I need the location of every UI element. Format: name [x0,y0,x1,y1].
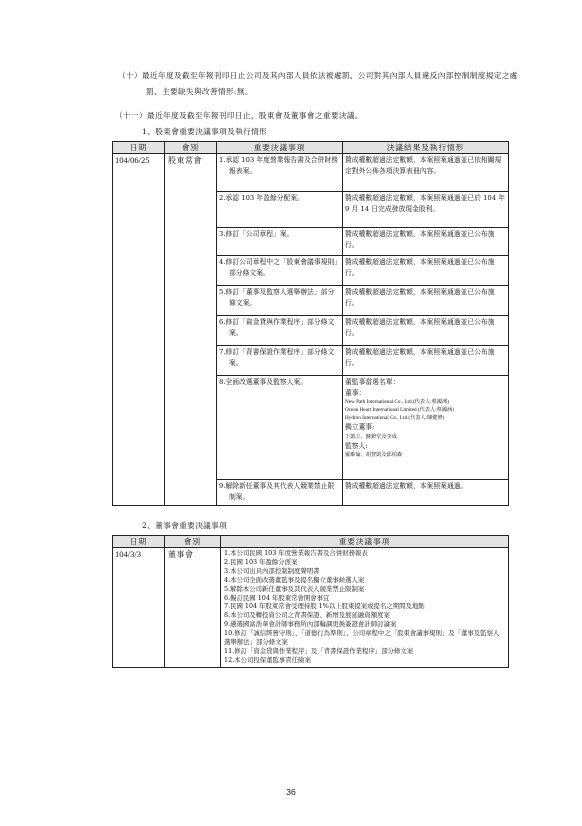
shareholders-resolutions-table [112,141,509,506]
header-resolution: 重要決議事項 [221,536,509,548]
resolution-item: 1.承認 103 年度營業報告書及合併財務報表案。 [217,154,343,192]
independent-directors-label: 獨立董事: [345,423,375,431]
election-result [343,376,509,480]
resolution-item: 5.修訂「董事及監察人選舉辦法」部分條文案。 [217,286,343,316]
list-item: 9.遴選國富浩華會計師事務所內部輪調更換簽證會計師討論案 [224,620,397,629]
section-ten [118,68,523,100]
resolution-item: 4.修訂公司章程中之「股東會議事規則」部分條文案。 [217,256,343,286]
page-number: 36 [286,787,296,797]
list-item: 4.本公司全面改選董監事及提名獨立董事候選人案 [224,575,365,584]
resolution-result: 贊成權數超過法定數額，本案照案通過。 [343,480,509,506]
list-item: 12.本公司投保董監事責任險案 [224,655,311,664]
list-item: 7.民國 104 年股東常會受理持股 1%以上股東提案或提名之期間及地點 [224,602,425,611]
resolution-result: 贊成權數超過法定數額，本案照案通過並已公布施行。 [343,316,509,346]
section-eleven [115,108,520,124]
list-item: 1.本公司民國 103 年度營業報告書及合併財務報表 [224,549,368,557]
list-item: 8.本公司及轉投資公司之背書保證、新增及展延融資額度案 [224,611,390,620]
subheading-shareholders: 1、股東會重要決議事項及執行情形 [142,127,268,136]
resolution-result: 贊成權數超過法定數額，本案照案通過並已公布施行。 [343,286,509,316]
table-header-row [113,142,509,154]
header-result: 決議結果及執行情形 [343,142,509,154]
table-row [113,548,509,668]
resolution-item: 2.承認 103 年盈餘分配案。 [217,192,343,228]
subheading-board: 2、董事會重要決議事項 [142,521,228,530]
resolution-item: 7.修訂「背書保證作業程序」部分條文案。 [217,346,343,376]
section-ten-text: （十）最近年度及截至年報刊印日止公司及其內部人員依法被處罰、公司對其內部人員違反內部控制制度規定之處罰、主要缺失與改善情形:無。 [118,71,518,96]
supervisors-names: 羅維倫、胡智凱及邱柏森 [345,452,403,458]
board-resolutions-table [112,535,509,668]
resolution-result: 贊成權數超過法定數額，本案照案通過並已於 104 年 9 月 14 日完成發放現金股利。 [343,192,509,228]
meeting-date: 104/06/25 [113,154,165,506]
section-eleven-text: （十一）最近年度及截至年報刊印日止，股東會及董事會之重要決議。 [115,111,363,120]
board-resolution-list [221,548,509,668]
list-item: 6.擬訂民國 104 年股東常會開會事宜 [224,593,330,602]
list-item: 2.民國 103 年盈餘分派案 [224,557,298,566]
table-row [113,154,509,192]
resolution-result: 贊成權數超過法定數額，本案照案通過並已公布施行。 [343,346,509,376]
resolution-item: 8.全面改選董事及監察人案。 [217,376,343,480]
header-meeting: 會別 [165,142,217,154]
director-1: New Path International Co., Ltd.(代表人:蔡國洲) [345,399,449,405]
table-header-row [113,536,509,548]
director-2: Ocean Heart International Limited (代表人:蔡國涵) [345,407,454,413]
resolution-item: 9.解除新任董事及其代表人競業禁止限制案。 [217,480,343,506]
header-resolution: 重要決議事項 [217,142,343,154]
supervisors-label: 監察人: [345,441,368,450]
list-item: 3.本公司出具內部控制制度聲明書 [224,566,320,575]
resolution-result: 贊成權數超過法定數額，本案照案通過並已公布施行。 [343,256,509,286]
meeting-type: 股東常會 [165,154,217,506]
independent-directors-names: 王凱立、蘇鐙堂及李成 [345,433,397,440]
board-meeting-date: 104/3/3 [113,548,165,668]
election-title: 董監事當選名單： [345,378,400,386]
resolution-result: 贊成權數超過法定數額，本案照案通過並已公布施行。 [343,228,509,256]
director-3: Hydron International Co., Ltd.(代表人:陳健修) [345,415,445,421]
header-date: 日期 [113,536,165,548]
header-meeting: 會別 [165,536,221,548]
list-item: 5.解除本公司新任董事及其代表人競業禁止限制案 [224,584,365,593]
list-item: 11.修訂「資金貸與作業程序」及「背書保證作業程序」部分條文案 [224,646,414,655]
directors-label: 董事： [345,388,366,397]
resolution-item: 3.修訂「公司章程」案。 [217,228,343,256]
list-item: 10.修訂「誠信經營守則」、「道德行為準則」、公司章程中之「股東會議事規則」及「董事及監察人選舉辦法」部分條文案 [224,629,500,647]
resolution-result: 贊成權數超過法定數額，本案照案通過並已依相關規定對外公佈各項決算表冊內容。 [343,154,509,192]
board-meeting-type: 董事會 [165,548,221,668]
resolution-item: 6.修訂「資金貸與作業程序」部分條文案。 [217,316,343,346]
header-date: 日期 [113,142,165,154]
